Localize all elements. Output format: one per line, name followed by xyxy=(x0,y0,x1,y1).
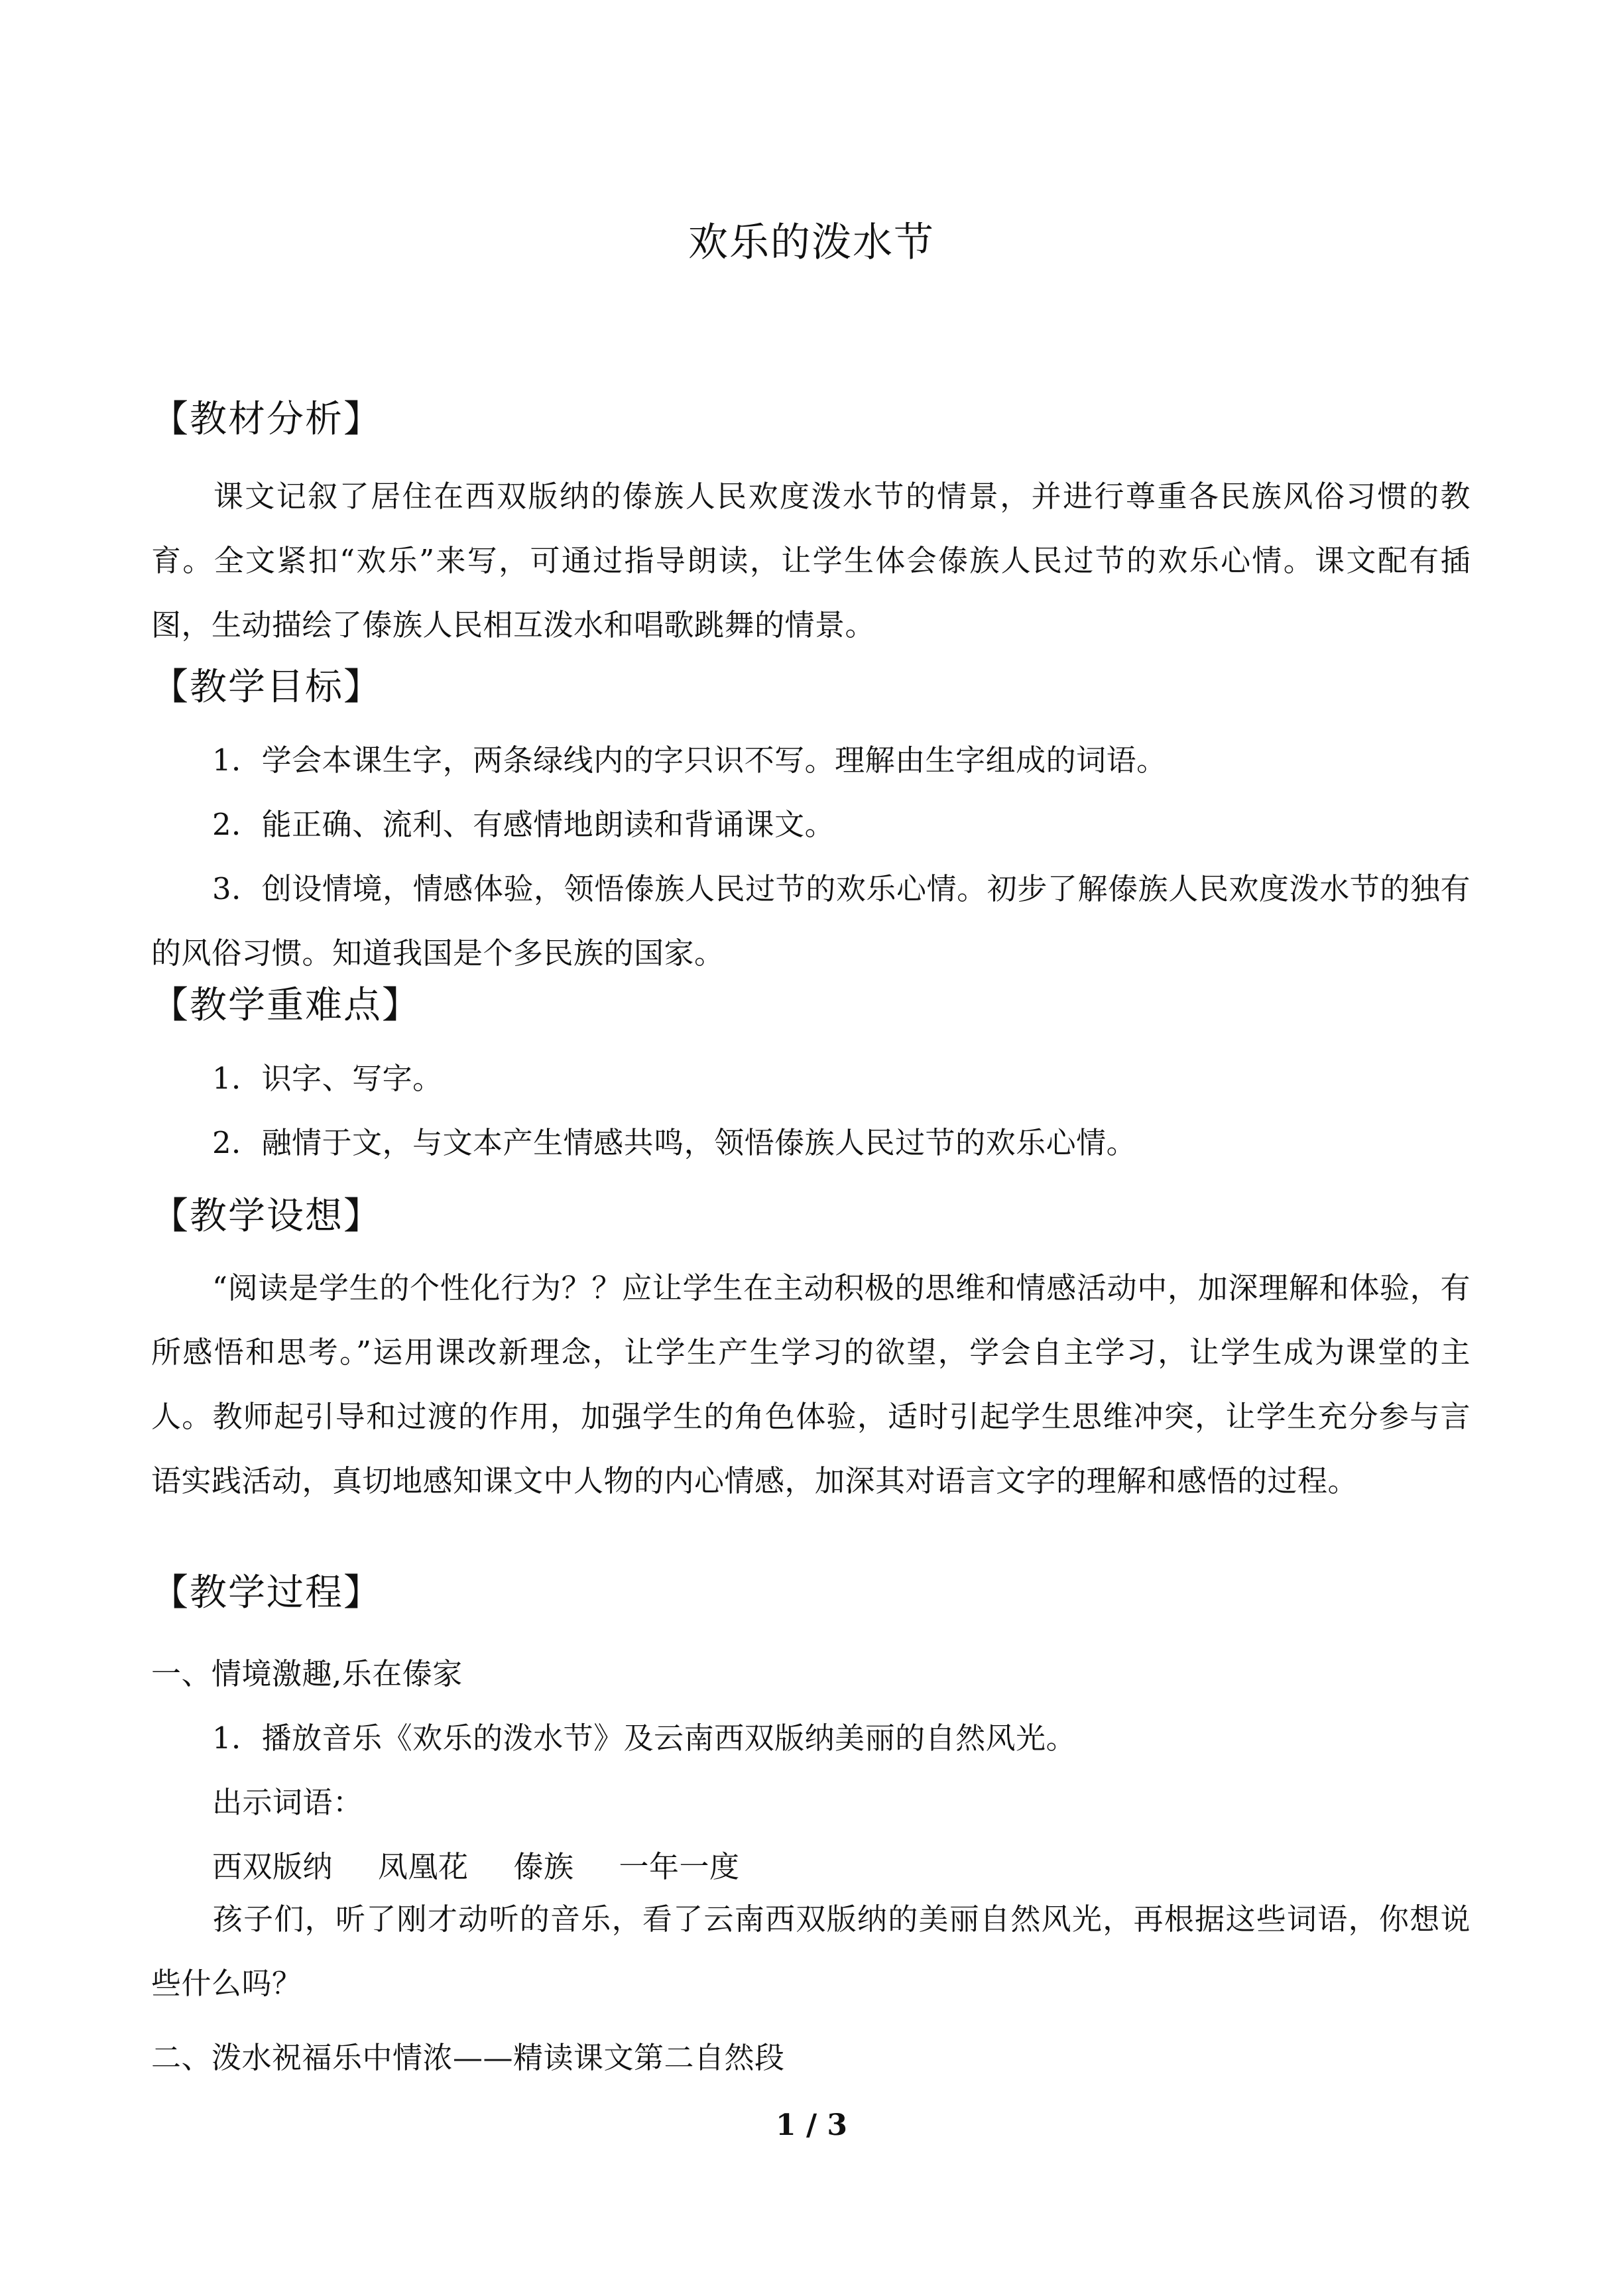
page-number: 1 / 3 xyxy=(776,2108,847,2142)
heading-design: 【教学设想】 xyxy=(151,1195,382,1238)
show-words-label: 出示词语： xyxy=(212,1785,363,1820)
heading-analysis: 【教材分析】 xyxy=(151,398,382,441)
heading-keypoints: 【教学重难点】 xyxy=(151,984,420,1027)
goal-item-3: 3．创设情境，情感体验，领悟傣族人民过节的欢乐心情。初步了解傣族人民欢度泼水节的独有的风俗习惯。知道我国是个多民族的国家。 xyxy=(151,871,1471,971)
paragraph-analysis-text: 课文记叙了居住在西双版纳的傣族人民欢度泼水节的情景，并进行尊重各民族风俗习惯的教育。全文紧扣“欢乐”来写，可通过指导朗读，让学生体会傣族人民过节的欢乐心情。课文配有插图，生动描绘了傣族人民相互泼水和唱歌跳舞的情景。 xyxy=(151,479,1471,642)
goal-item-1: 1．学会本课生字，两条绿线内的字只识不写。理解由生字组成的词语。 xyxy=(212,743,1167,778)
process-question: 孩子们，听了刚才动听的音乐，看了云南西双版纳的美丽自然风光，再根据这些词语，你想说些什么吗？ xyxy=(151,1902,1471,2001)
goal-item-2: 2．能正确、流利、有感情地朗读和背诵课文。 xyxy=(212,807,835,842)
keypoint-item-1: 1．识字、写字。 xyxy=(212,1061,443,1096)
paragraph-design xyxy=(151,1256,1471,1513)
heading-goals: 【教学目标】 xyxy=(151,666,382,709)
vocabulary-word: 傣族 xyxy=(513,1849,574,1884)
paragraph-analysis xyxy=(151,464,1471,657)
vocabulary-list xyxy=(212,1843,785,1886)
vocabulary-word: 西双版纳 xyxy=(212,1849,333,1884)
vocabulary-word: 一年一度 xyxy=(619,1849,740,1884)
vocabulary-word: 凤凰花 xyxy=(378,1849,469,1884)
step-1-title: 一、情境激趣,乐在傣家 xyxy=(151,1656,463,1691)
paragraph-design-text: “阅读是学生的个性化行为？？应让学生在主动积极的思维和情感活动中，加深理解和体验，有所感悟和思考。”运用课改新理念，让学生产生学习的欲望，学会自主学习，让学生成为课堂的主人。教师起引导和过渡的作用，加强学生的角色体验，适时引起学生思维冲突，让学生充分参与言语实践活动，真切地感知课文中人物的内心情感，加深其对语言文字的理解和感悟的过程。 xyxy=(151,1270,1471,1498)
keypoint-item-2: 2．融情于文，与文本产生情感共鸣，领悟傣族人民过节的欢乐心情。 xyxy=(212,1125,1137,1160)
document-title: 欢乐的泼水节 xyxy=(688,219,935,266)
step-2-title: 二、泼水祝福乐中情浓——精读课文第二自然段 xyxy=(151,2040,785,2075)
heading-process: 【教学过程】 xyxy=(151,1571,382,1614)
step-1-item: 1．播放音乐《欢乐的泼水节》及云南西双版纳美丽的自然风光。 xyxy=(212,1721,1077,1756)
